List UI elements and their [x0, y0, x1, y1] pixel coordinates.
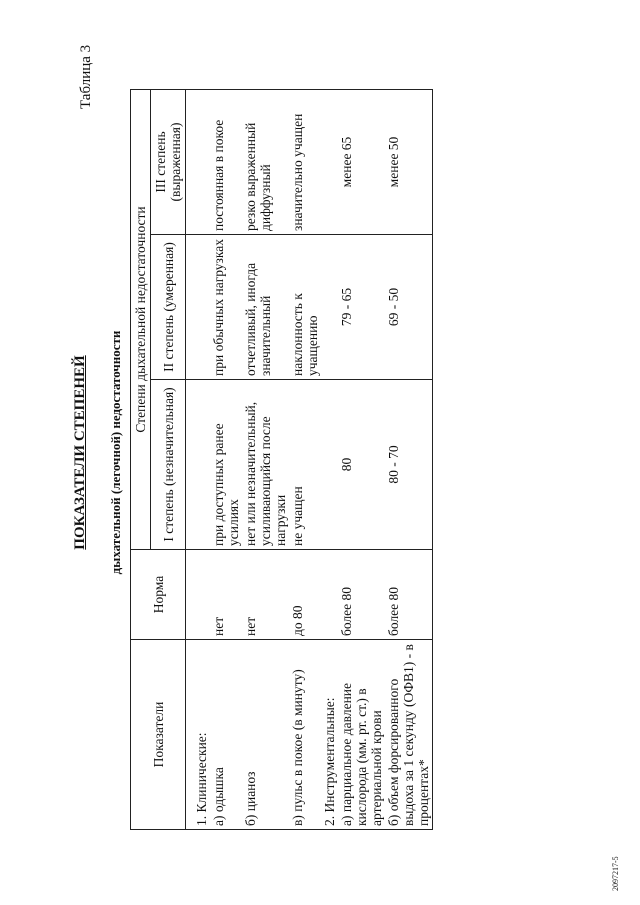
cell-degree-2 [321, 235, 338, 380]
cell-norm: нет [210, 550, 242, 640]
header-norm: Норма [131, 550, 186, 640]
cell-indicator: б) цианоз [242, 640, 289, 830]
header-degree-3: III степень (выраженная) [151, 89, 186, 234]
cell-degree-2 [186, 235, 211, 380]
cell-degree-1: 80 - 70 [385, 380, 433, 550]
page-subtitle: дыхательной (легочной) недостаточности [108, 330, 123, 575]
header-row-1 [131, 89, 151, 829]
indicators-table [130, 89, 433, 830]
table-row [385, 89, 433, 829]
cell-degree-2: отчетливый, иногда значительный [242, 235, 289, 380]
table-row [242, 89, 289, 829]
cell-norm: более 80 [338, 550, 385, 640]
table-row [186, 89, 211, 829]
cell-degree-3: значительно учащен [289, 89, 321, 234]
header-degrees-group: Степени дыхательной недостаточности [131, 89, 151, 549]
cell-degree-1: при доступных ранее усилиях [210, 380, 242, 550]
table-row [338, 89, 385, 829]
cell-indicator: б) объем форсированного выдоха за 1 секунду (ОФВ1) - в процентах* [385, 640, 433, 830]
table-row [210, 89, 242, 829]
cell-indicator: 1. Клинические: [186, 640, 211, 830]
cell-degree-1 [186, 380, 211, 550]
cell-degree-3 [321, 89, 338, 234]
cell-degree-3: менее 50 [385, 89, 433, 234]
cell-degree-2: 69 - 50 [385, 235, 433, 380]
header-degree-2: II степень (умеренная) [151, 235, 186, 380]
cell-norm: более 80 [385, 550, 433, 640]
cell-indicator: в) пульс в покое (в минуту) [289, 640, 321, 830]
cell-degree-3: резко выраженный диффузный [242, 89, 289, 234]
cell-indicator: 2. Инструментальные: [321, 640, 338, 830]
document-id: 2097217-5 [611, 856, 620, 891]
cell-degree-3: менее 65 [338, 89, 385, 234]
cell-degree-1: 80 [338, 380, 385, 550]
cell-degree-2: наклонность к учащению [289, 235, 321, 380]
cell-degree-1: нет или незначительный, усиливающийся после нагрузки [242, 380, 289, 550]
cell-norm [186, 550, 211, 640]
cell-indicator: а) одышка [210, 640, 242, 830]
cell-degree-1: не учащен [289, 380, 321, 550]
cell-degree-2: при обычных нагрузках [210, 235, 242, 380]
page-title: ПОКАЗАТЕЛИ СТЕПЕНЕЙ [72, 355, 88, 550]
table-row [289, 89, 321, 829]
cell-degree-1 [321, 380, 338, 550]
header-indicators: Показатели [131, 640, 186, 830]
cell-norm: до 80 [289, 550, 321, 640]
cell-degree-3: постоянная в покое [210, 89, 242, 234]
cell-indicator: а) парциальное давление кислорода (мм. рт. ст.) в артериальной крови [338, 640, 385, 830]
cell-degree-2: 79 - 65 [338, 235, 385, 380]
table-number: Таблица 3 [78, 44, 94, 109]
cell-norm [321, 550, 338, 640]
cell-norm: нет [242, 550, 289, 640]
cell-degree-3 [186, 89, 211, 234]
header-degree-1: I степень (незначительная) [151, 380, 186, 550]
table-row [321, 89, 338, 829]
